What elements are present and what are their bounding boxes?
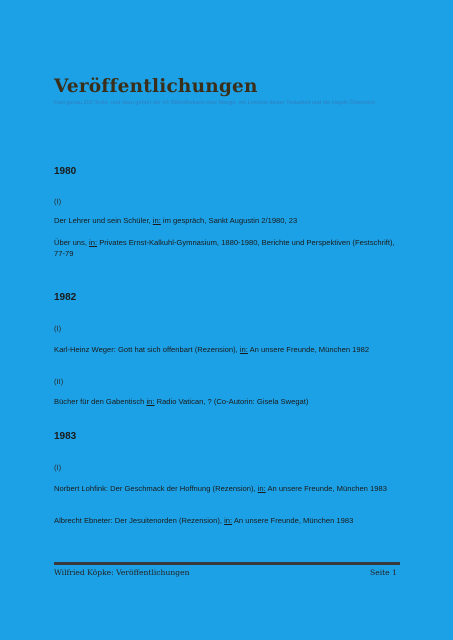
in-label: in:: [257, 484, 266, 493]
publication-entry: Albrecht Ebneter: Der Jesuitenorden (Rezension), in: An unsere Freunde, München 1983: [54, 516, 354, 525]
in-label: in:: [146, 397, 155, 406]
group-marker: (I): [54, 463, 62, 472]
page-subtitle: Fast genau 200 Texte, und dazu gehört der ich Bibliothekarin eine Menge, mit Lektorat dieser Textarbeit und die Haydn Österreich: [54, 100, 376, 106]
publication-entry: Über uns, in: Privates Ernst-Kalkuhl-Gymnasium, 1880-1980, Berichte und Perspektiven (Festschrift), 77-79: [54, 238, 395, 258]
publication-entry: Bücher für den Gabentisch in: Radio Vatican, ? (Co-Autorin: Gisela Swegat): [54, 397, 309, 406]
in-label: in:: [89, 238, 98, 247]
in-label: in:: [239, 345, 248, 354]
group-marker: (I): [54, 197, 62, 206]
group-marker: (I): [54, 324, 62, 333]
in-label: in:: [224, 516, 233, 525]
publication-entry: Norbert Lohfink: Der Geschmack der Hoffnung (Rezension), in: An unsere Freunde, München 1983: [54, 484, 387, 493]
in-label: in:: [152, 216, 161, 225]
footer-author-title: Wilfried Köpke: Veröffentlichungen: [54, 568, 190, 577]
year-heading-1982: 1982: [54, 292, 77, 303]
year-heading-1983: 1983: [54, 431, 77, 442]
publication-entry: Der Lehrer und sein Schüler, in: im gespräch, Sankt Augustin 2/1980, 23: [54, 216, 298, 225]
year-heading-1980: 1980: [54, 166, 77, 177]
publication-entry: Karl-Heinz Weger: Gott hat sich offenbart (Rezension), in: An unsere Freunde, München 1982: [54, 345, 370, 354]
footer-divider: [54, 562, 400, 565]
page-title: Veröffentlichungen: [54, 76, 258, 97]
footer-page-number: Seite 1: [370, 568, 397, 577]
group-marker: (II): [54, 377, 64, 386]
